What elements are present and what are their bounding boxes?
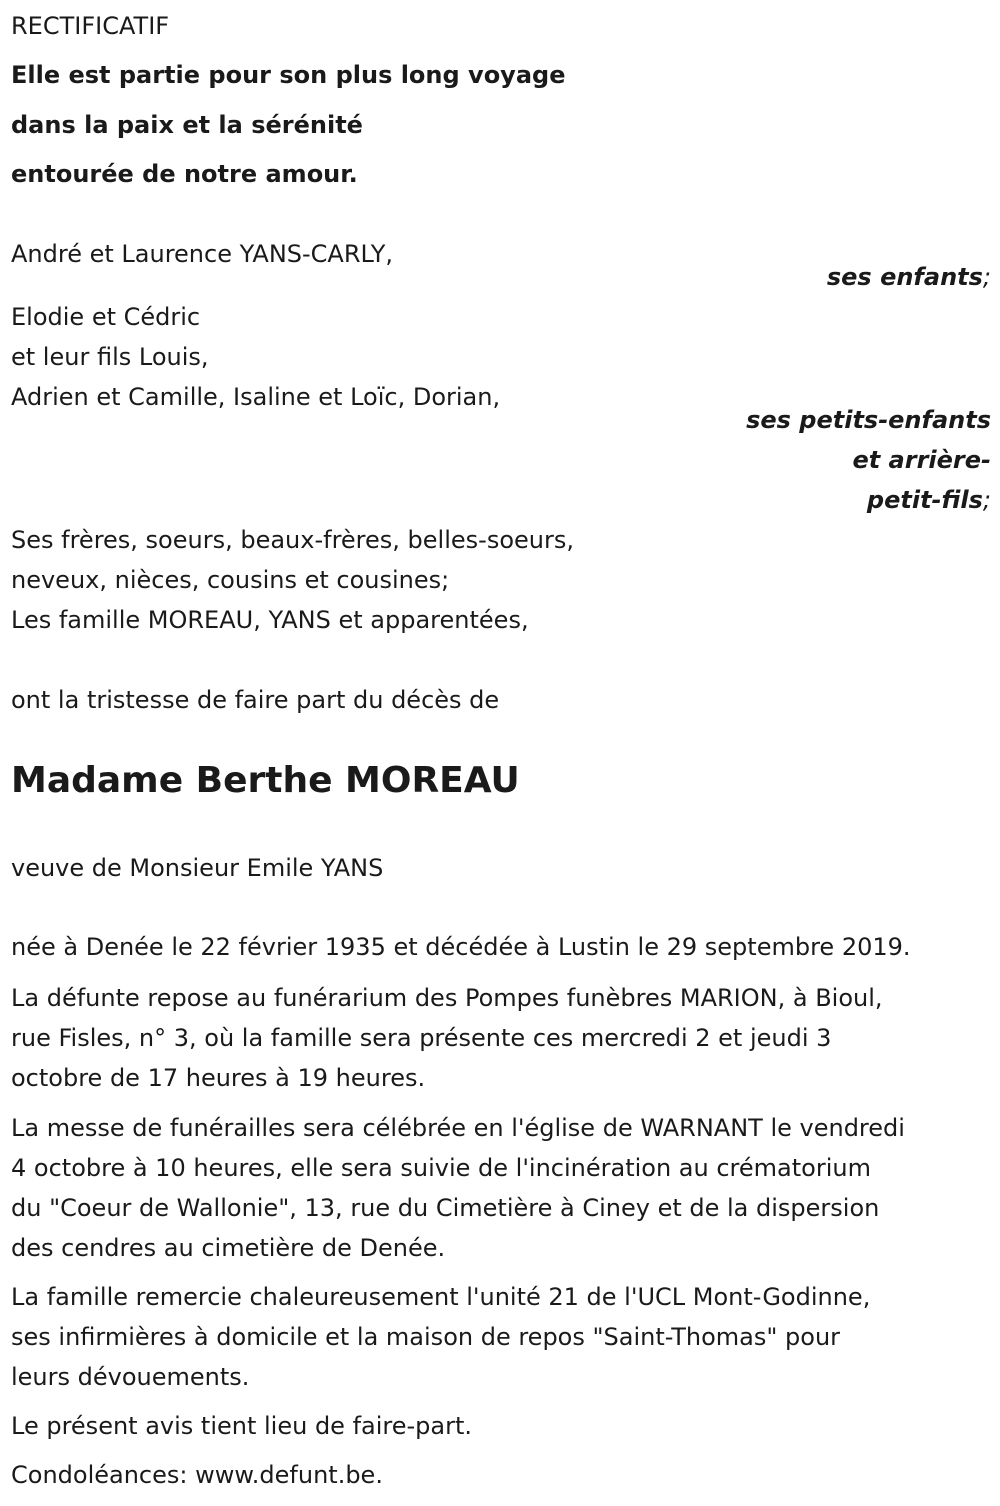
rectificatif-label: RECTIFICATIF [11, 12, 170, 40]
epitaph-line: dans la paix et la sérénité [11, 111, 363, 139]
paragraph-line: leurs dévouements. [11, 1363, 250, 1391]
deceased-name: Madame Berthe MOREAU [11, 760, 520, 801]
grandchildren-role-line: ses petits-enfants [746, 406, 991, 434]
paragraph-line: La messe de funérailles sera célébrée en l'église de WARNANT le vendredi [11, 1114, 905, 1142]
grandchildren-role-line: petit-fils; [866, 486, 991, 514]
condolences-text: Condoléances: www.defunt.be. [11, 1461, 383, 1489]
relatives-line: neveux, nièces, cousins et cousines; [11, 566, 450, 594]
relatives-line: Les famille MOREAU, YANS et apparentées, [11, 606, 529, 634]
paragraph-line: 4 octobre à 10 heures, elle sera suivie de l'incinération au crématorium [11, 1154, 871, 1182]
widow-of: veuve de Monsieur Emile YANS [11, 854, 384, 882]
paragraph-line: ses infirmières à domicile et la maison de repos "Saint-Thomas" pour [11, 1323, 841, 1351]
children-names: André et Laurence YANS-CARLY, [11, 240, 393, 268]
birth-death: née à Denée le 22 février 1935 et décédée à Lustin le 29 septembre 2019. [11, 933, 911, 961]
grandchildren-role-line: et arrière- [852, 446, 991, 474]
paragraph-line: du "Coeur de Wallonie", 13, rue du Cimetière à Ciney et de la dispersion [11, 1194, 880, 1222]
paragraph-line: rue Fisles, n° 3, où la famille sera présente ces mercredi 2 et jeudi 3 [11, 1024, 832, 1052]
paragraph-line: octobre de 17 heures à 19 heures. [11, 1064, 426, 1092]
paragraph-line: La défunte repose au funérarium des Pompes funèbres MARION, à Bioul, [11, 984, 883, 1012]
announcement-intro: ont la tristesse de faire part du décès de [11, 686, 500, 714]
epitaph-line: entourée de notre amour. [11, 160, 358, 188]
grandchildren-line: et leur fils Louis, [11, 343, 209, 371]
relatives-line: Ses frères, soeurs, beaux-frères, belles-soeurs, [11, 526, 574, 554]
children-role: ses enfants; [826, 263, 991, 291]
grandchildren-line: Adrien et Camille, Isaline et Loïc, Dorian, [11, 383, 501, 411]
paragraph-line: La famille remercie chaleureusement l'unité 21 de l'UCL Mont-Godinne, [11, 1283, 871, 1311]
paragraph-line: des cendres au cimetière de Denée. [11, 1234, 446, 1262]
epitaph-line: Elle est partie pour son plus long voyage [11, 61, 566, 89]
notice-text: Le présent avis tient lieu de faire-part. [11, 1412, 473, 1440]
grandchildren-line: Elodie et Cédric [11, 303, 201, 331]
